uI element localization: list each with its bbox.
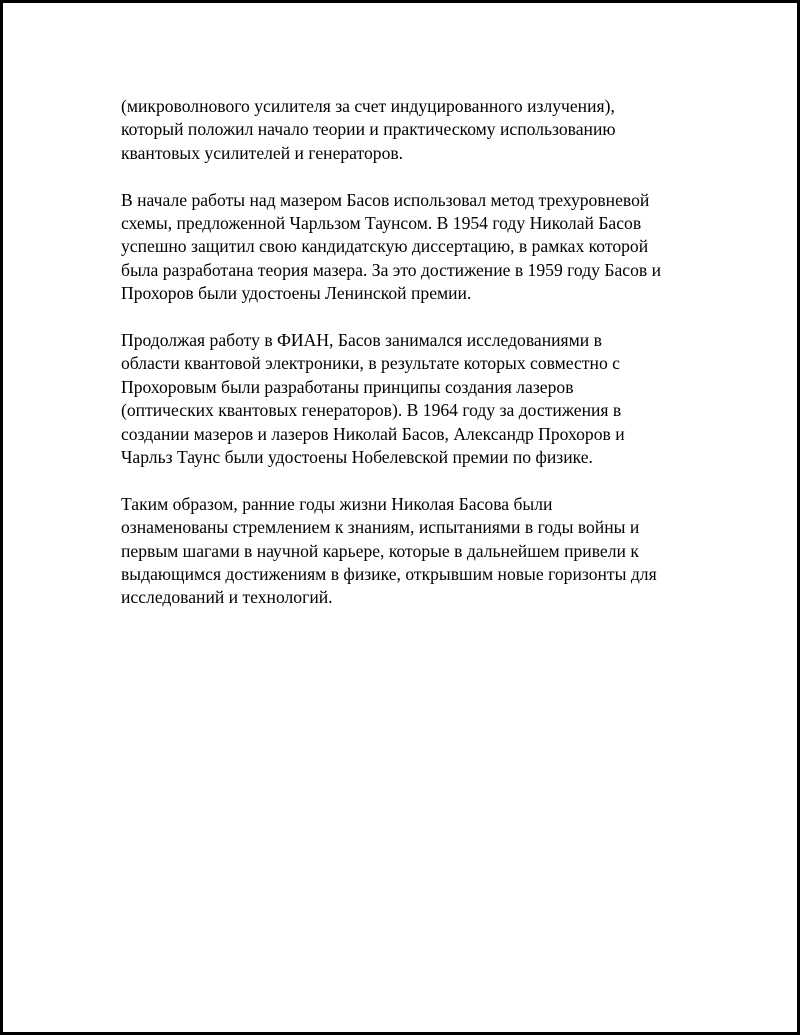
document-body [121,95,701,633]
text-line: Чарльз Таунс были удостоены Нобелевской премии по физике. [121,447,593,468]
text-line: который положил начало теории и практическому использованию [121,119,616,140]
text-line: схемы, предложенной Чарльзом Таунсом. В 1954 году Николай Басов [121,213,642,234]
text-line: (оптических квантовых генераторов). В 1964 году за достижения в [121,400,622,421]
text-line: выдающимся достижениям в физике, открывшим новые горизонты для [121,564,657,585]
text-line: ознаменованы стремлением к знаниям, испытаниями в годы войны и [121,517,640,538]
paragraph-2 [121,189,701,306]
paragraph-3 [121,329,701,469]
paragraph-1 [121,95,701,165]
text-line: квантовых усилителей и генераторов. [121,142,404,163]
text-line: Продолжая работу в ФИАН, Басов занимался исследованиями в [121,330,602,351]
text-line: (микроволнового усилителя за счет индуцированного излучения), [121,96,615,116]
text-line: Прохоровым были разработаны принципы создания лазеров [121,376,574,397]
text-line: успешно защитил свою кандидатскую диссертацию, в рамках которой [121,236,649,257]
text-line: Прохоров были удостоены Ленинской премии. [121,283,472,304]
text-line: создании мазеров и лазеров Николай Басов, Александр Прохоров и [121,423,625,444]
text-line: Таким образом, ранние годы жизни Николая Басова были [121,493,553,514]
text-line: исследований и технологий. [121,587,333,608]
text-line: первым шагами в научной карьере, которые в дальнейшем привели к [121,540,639,561]
text-line: области квантовой электроники, в результате которых совместно с [121,353,620,374]
text-line: была разработана теория мазера. За это достижение в 1959 году Басов и [121,259,661,280]
text-line: В начале работы над мазером Басов использовал метод трехуровневой [121,189,650,210]
paragraph-4 [121,493,701,610]
